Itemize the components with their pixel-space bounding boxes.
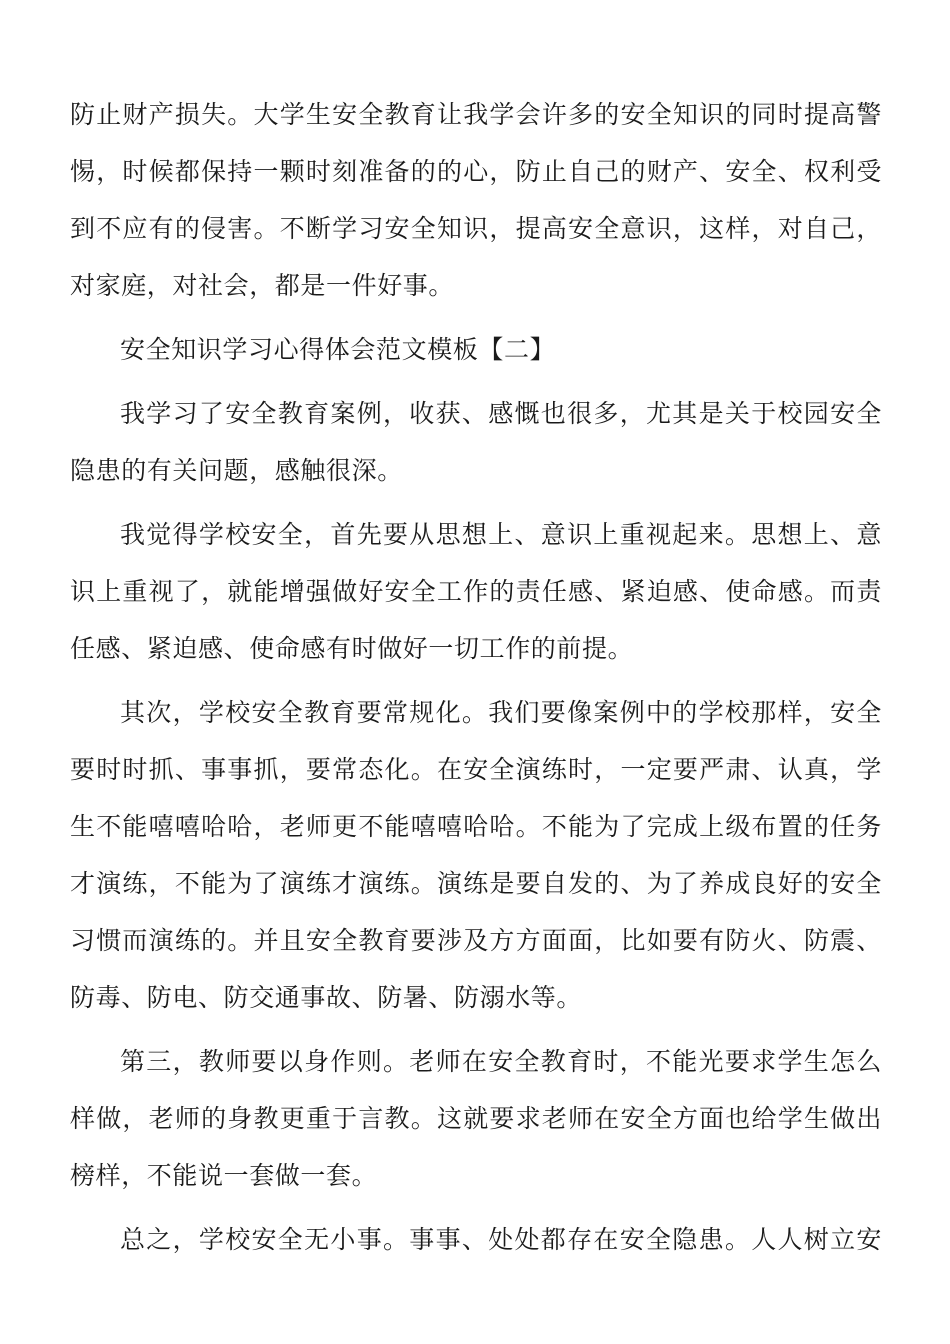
text-line: 要时时抓、事事抓，要常态化。在安全演练时，一定要严肃、认真，学 <box>70 755 882 784</box>
text-line: 才演练，不能为了演练才演练。演练是要自发的、为了养成良好的安全 <box>70 869 882 898</box>
text-line: 对家庭，对社会，都是一件好事。 <box>70 271 455 300</box>
paragraph-6 <box>70 1211 882 1268</box>
text-line: 到不应有的侵害。不断学习安全知识，提高安全意识，这样，对自己， <box>70 214 882 243</box>
text-line: 生不能嘻嘻哈哈，老师更不能嘻嘻哈哈。不能为了完成上级布置的任务 <box>70 812 882 841</box>
text-line: 识上重视了，就能增强做好安全工作的责任感、紧迫感、使命感。而责 <box>70 577 882 606</box>
text-line: 惕，时候都保持一颗时刻准备的的心，防止自己的财产、安全、权利受 <box>70 157 882 186</box>
text-line: 习惯而演练的。并且安全教育要涉及方方面面，比如要有防火、防震、 <box>70 926 882 955</box>
text-line: 总之，学校安全无小事。事事、处处都存在安全隐患。人人树立安 <box>120 1225 882 1254</box>
text-line: 防止财产损失。大学生安全教育让我学会许多的安全知识的同时提高警 <box>70 100 882 129</box>
text-line: 我觉得学校安全，首先要从思想上、意识上重视起来。思想上、意 <box>120 520 882 549</box>
paragraph-1 <box>70 86 882 314</box>
text-line: 第三，教师要以身作则。老师在安全教育时，不能光要求学生怎么 <box>120 1047 882 1076</box>
text-line: 样做，老师的身教更重于言教。这就要求老师在安全方面也给学生做出 <box>70 1104 882 1133</box>
paragraph-4 <box>70 684 882 1026</box>
section-heading <box>70 321 882 378</box>
text-line: 我学习了安全教育案例，收获、感慨也很多，尤其是关于校园安全 <box>120 399 882 428</box>
paragraph-5 <box>70 1033 882 1204</box>
paragraph-3 <box>70 506 882 677</box>
text-line: 隐患的有关问题，感触很深。 <box>70 456 403 485</box>
text-line: 防毒、防电、防交通事故、防暑、防溺水等。 <box>70 983 583 1012</box>
text-line: 其次，学校安全教育要常规化。我们要像案例中的学校那样，安全 <box>120 698 882 727</box>
text-line: 榜样，不能说一套做一套。 <box>70 1161 378 1190</box>
document-page <box>70 86 882 1275</box>
text-line: 任感、紧迫感、使命感有时做好一切工作的前提。 <box>70 634 634 663</box>
heading-text: 安全知识学习心得体会范文模板【二】 <box>120 335 556 364</box>
paragraph-2 <box>70 385 882 499</box>
